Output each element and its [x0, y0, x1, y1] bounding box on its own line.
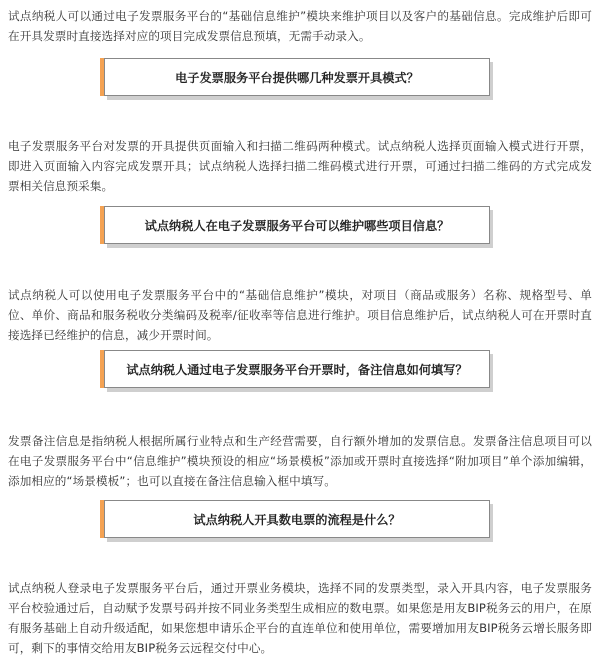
question-box-invoice-modes: [104, 58, 490, 96]
question-text: 电子发票服务平台提供哪几种发票开具模式？: [175, 70, 419, 85]
intro-paragraph: 试点纳税人可以通过电子发票服务平台的“基础信息维护”模块来维护项目以及客户的基础信息。完成维护后即可在开具发票时直接选择对应的项目完成发票信息预填，无需手动录入。: [8, 9, 592, 43]
answer-paragraph-invoice-modes: 电子发票服务平台对发票的开具提供页面输入和扫描二维码两种模式。试点纳税人选择页面输入模式进行开票，即进入页面输入内容完成发票开具；试点纳税人选择扫描二维码模式进行开票，可通过扫描二维码的方式完成发票相关信息预采集。: [8, 139, 592, 193]
question-text: 试点纳税人通过电子发票服务平台开票时，备注信息如何填写？: [126, 362, 468, 377]
answer-paragraph-remarks: 发票备注信息是指纳税人根据所属行业特点和生产经营需要，自行额外增加的发票信息。发票备注信息项目可以在电子发票服务平台中“信息维护”模块预设的相应“场景模板”添加或开票时直接选择“附加项目”单个添加编辑，添加相应的“场景模板”；也可以直接在备注信息输入框中填写。: [8, 434, 592, 488]
question-box-issuing-flow: [104, 500, 490, 538]
answer-paragraph-issuing-flow: 试点纳税人登录电子发票服务平台后，通过开票业务模块，选择不同的发票类型，录入开具内容，电子发票服务平台校验通过后，自动赋予发票号码并按不同业务类型生成相应的数电票。如果您是用友BIP税务云的用户，在原有服务基础上自动升级适配，如果您想申请乐企平台的直连单位和使用单位，需要增加用友BIP税务云增长服务即可，剩下的事情交给用友BIP税务云远程交付中心。: [8, 581, 592, 655]
question-text: 试点纳税人在电子发票服务平台可以维护哪些项目信息？: [144, 218, 450, 233]
question-box-project-info: [104, 206, 490, 244]
question-text: 试点纳税人开具数电票的流程是什么？: [193, 512, 401, 527]
question-box-remarks: [104, 350, 490, 388]
answer-paragraph-project-info: 试点纳税人可以使用电子发票服务平台中的“基础信息维护”模块，对项目（商品或服务）名称、规格型号、单位、单价、商品和服务税收分类编码及税率/征收率等信息进行维护。项目信息维护后，试点纳税人可在开票时直接选择已经维护的信息，减少开票时间。: [8, 288, 592, 342]
